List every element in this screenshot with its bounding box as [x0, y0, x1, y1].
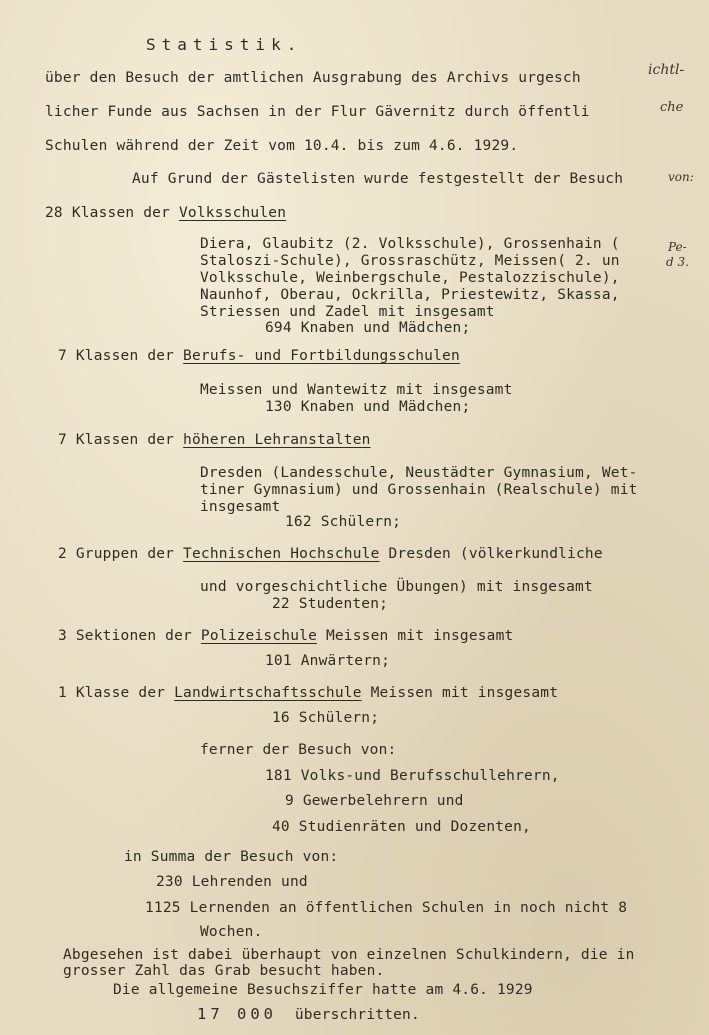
teachers-line: 181 Volks-und Berufsschullehrern,	[265, 768, 560, 784]
section-suffix: Meissen mit insgesamt	[370, 685, 559, 701]
section-total: 16 Schülern;	[272, 710, 380, 726]
closing-line: grosser Zahl das Grab besucht haben.	[63, 963, 385, 979]
section-count: 7	[58, 432, 67, 448]
section-school-type: Technischen Hochschule	[183, 546, 380, 562]
section-count: 1	[58, 685, 67, 701]
handwritten-note-4: d 3.	[666, 255, 689, 269]
closing-line: Abgesehen ist dabei überhaupt von einzelnen Schulkindern, die in	[63, 947, 635, 963]
section-prefix: Sektionen der	[75, 628, 192, 644]
section-total: 130 Knaben und Mädchen;	[265, 399, 471, 415]
section-detail: Dresden (Landesschule, Neustädter Gymnasium, Wet-	[200, 465, 638, 481]
section-detail: und vorgeschichtliche Übungen) mit insgesamt	[200, 579, 593, 595]
section-total: 22 Studenten;	[272, 596, 389, 612]
handwritten-note-2: che	[660, 100, 684, 115]
heading-line-2: licher Funde aus Sachsen in der Flur Gävernitz durch öffentli	[45, 104, 590, 120]
section-detail: Meissen und Wantewitz mit insgesamt	[200, 382, 513, 398]
section-detail: Staloszi-Schule), Grossraschütz, Meissen( 2. un	[200, 253, 620, 269]
section-prefix: Klassen der	[75, 348, 175, 364]
section-count: 2	[58, 546, 67, 562]
heading-line-3: Schulen während der Zeit vom 10.4. bis zum 4.6. 1929.	[45, 138, 519, 154]
section-total: 101 Anwärtern;	[265, 653, 391, 669]
section-header	[58, 628, 513, 645]
section-header	[58, 685, 558, 702]
summary-line: 230 Lehrenden und	[156, 874, 308, 890]
section-total: 162 Schülern;	[285, 514, 402, 530]
section-detail: Naunhof, Oberau, Ockrilla, Priestewitz, Skassa,	[200, 287, 620, 303]
section-header	[58, 546, 603, 563]
section-detail: Volksschule, Weinbergschule, Pestalozzischule),	[200, 270, 620, 286]
closing-line: Die allgemeine Besuchsziffer hatte am 4.6. 1929	[113, 982, 533, 998]
section-prefix: Gruppen der	[75, 546, 175, 562]
section-prefix: Klassen der	[71, 205, 171, 221]
section-detail: insgesamt	[200, 499, 281, 515]
section-prefix: Klassen der	[75, 432, 175, 448]
teachers-line: 40 Studienräten und Dozenten,	[272, 819, 531, 835]
total-visitors-number: 17 000	[197, 1005, 277, 1023]
handwritten-note-1: ichtl-	[648, 62, 685, 78]
teachers-intro: ferner der Besuch von:	[200, 742, 397, 758]
section-detail: tiner Gymnasium) und Grossenhain (Realschule) mit	[200, 482, 638, 498]
summary-line: 1125 Lernenden an öffentlichen Schulen in noch nicht 8	[145, 900, 628, 916]
summary-intro: in Summa der Besuch von:	[124, 849, 339, 865]
handwritten-von: von:	[668, 170, 694, 184]
intro-line: Auf Grund der Gästelisten wurde festgestellt der Besuch	[132, 171, 624, 187]
section-prefix: Klasse der	[75, 685, 166, 701]
teachers-line: 9 Gewerbelehrern und	[285, 793, 464, 809]
section-header	[58, 432, 371, 449]
section-school-type: Polizeischule	[200, 628, 317, 644]
section-school-type: höheren Lehranstalten	[183, 432, 371, 448]
closing-end: überschritten.	[294, 1007, 420, 1023]
section-suffix: Dresden (völkerkundliche	[388, 546, 603, 562]
section-school-type: Landwirtschaftsschule	[174, 685, 362, 701]
page-title: Statistik.	[146, 35, 303, 54]
section-header	[58, 348, 460, 365]
closing-final	[197, 1006, 420, 1024]
section-header	[45, 205, 286, 222]
heading-line-1: über den Besuch der amtlichen Ausgrabung des Archivs urgesch	[45, 70, 581, 86]
section-detail: Diera, Glaubitz (2. Volksschule), Grossenhain (	[200, 236, 620, 252]
section-count: 7	[58, 348, 67, 364]
section-suffix: Meissen mit insgesamt	[325, 628, 514, 644]
section-count: 3	[58, 628, 67, 644]
section-school-type: Volksschulen	[178, 205, 287, 221]
section-total: 694 Knaben und Mädchen;	[265, 320, 471, 336]
section-detail: Striessen und Zadel mit insgesamt	[200, 304, 495, 320]
summary-line: Wochen.	[200, 924, 263, 940]
handwritten-note-3: Pe-	[668, 240, 687, 254]
section-school-type: Berufs- und Fortbildungsschulen	[183, 348, 460, 364]
section-count: 28	[45, 205, 63, 221]
